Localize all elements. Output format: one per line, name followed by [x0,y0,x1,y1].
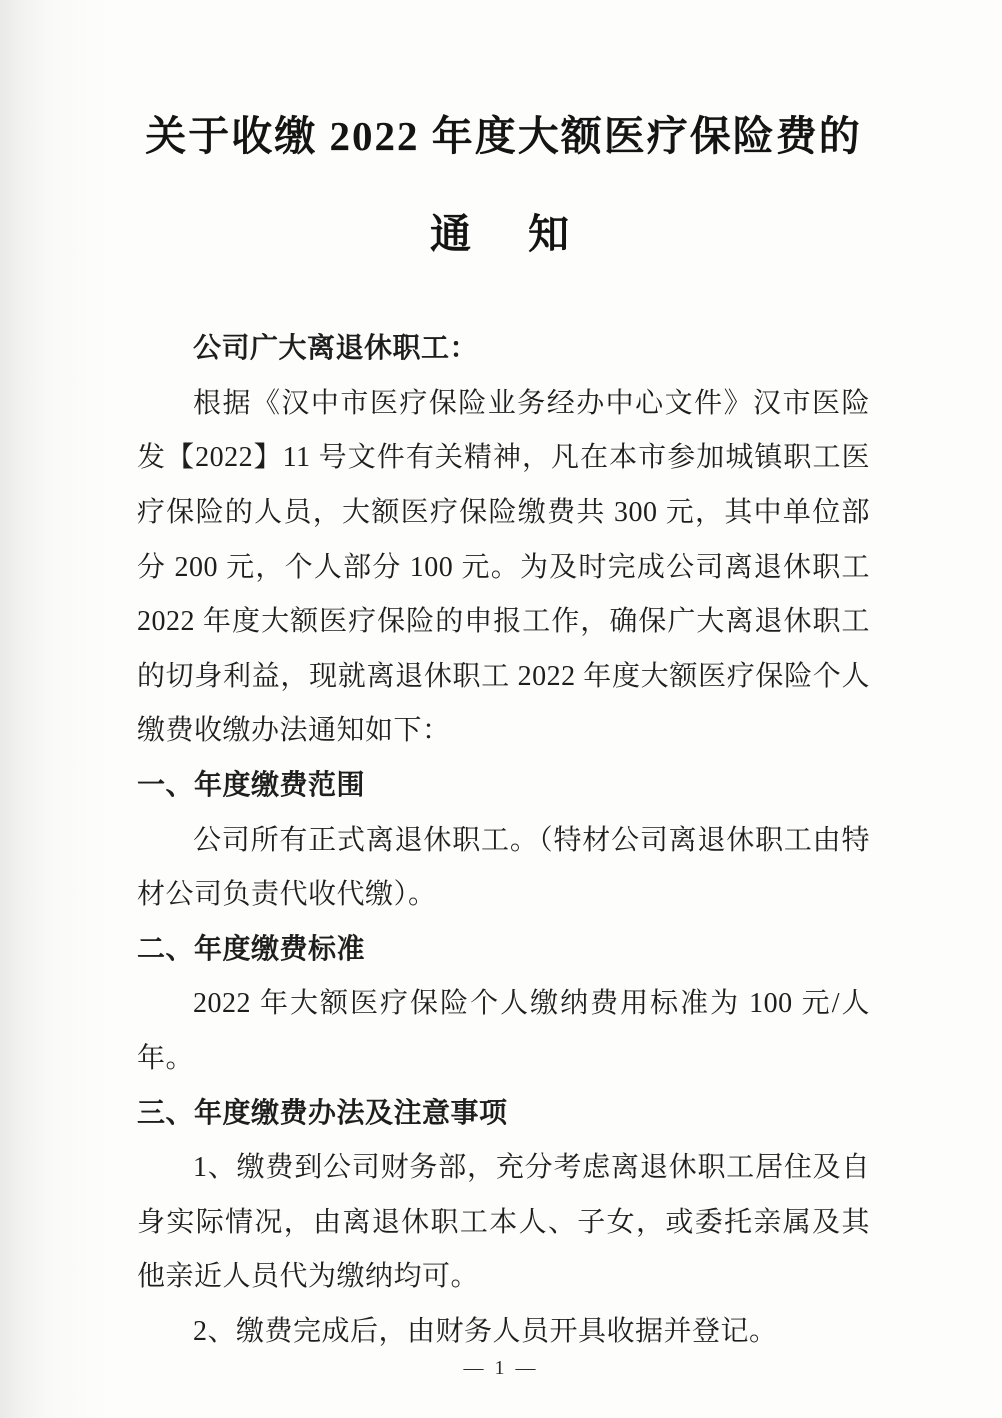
section-3-heading: 三、年度缴费办法及注意事项 [137,1097,508,1129]
document-body [137,322,870,1359]
section-2-paragraph: 2022 年大额医疗保险个人缴纳费用标准为 100 元/人年。 [137,988,870,1074]
document-content [137,112,870,1359]
intro-paragraph: 根据《汉中市医疗保险业务经办中心文件》汉市医险发【2022】11 号文件有关精神，凡在本市参加城镇职工医疗保险的人员，大额医疗保险缴费共 300 元，其中单位部分 200 元，个人部分 100 元。为及时完成公司离退休职工 2022 年度大额医疗保险的申报工作，确保广大离退休职工的切身利益，现就离退休职工 2022 年度大额医疗保险个人缴费收缴办法通知如下： [137,387,870,747]
section-1-paragraph: 公司所有正式离退休职工。（特材公司离退休职工由特材公司负责代收代缴）。 [137,824,870,911]
section-1-heading: 一、年度缴费范围 [137,769,366,801]
document-title-line2: 通 知 [430,211,577,258]
section-2-heading: 二、年度缴费标准 [137,933,366,965]
page-number: — 1 — [463,1357,539,1379]
salutation: 公司广大离退休职工： [193,333,479,365]
section-3-paragraph-2: 2、缴费完成后，由财务人员开具收据并登记。 [193,1315,778,1347]
document-title-line1: 关于收缴 2022 年度大额医疗保险费的 [145,113,862,159]
section-3-paragraph-1: 1、缴费到公司财务部，充分考虑离退休职工居住及自身实际情况，由离退休职工本人、子女，或委托亲属及其他亲近人员代为缴纳均可。 [137,1152,870,1293]
